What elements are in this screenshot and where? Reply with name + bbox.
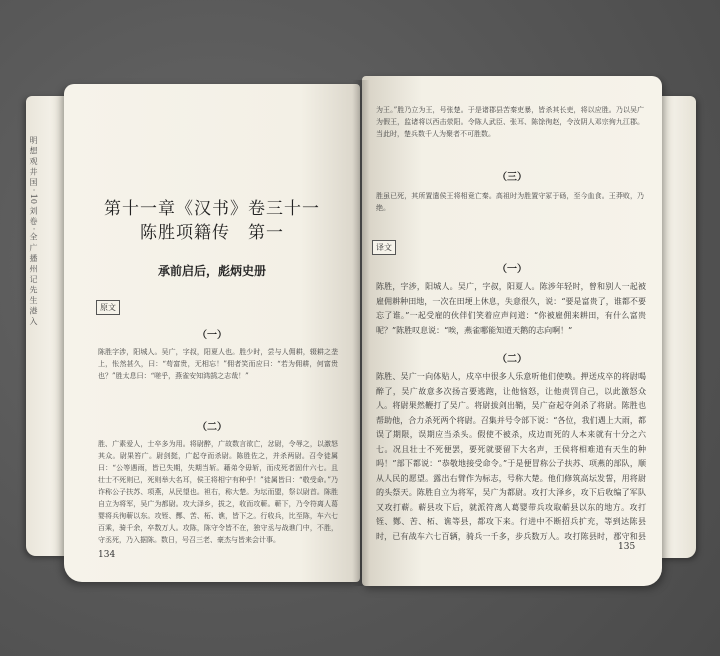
chapter-title: 第十一章《汉书》卷三十一 [104, 199, 320, 219]
section-number-2: （二） [197, 422, 227, 433]
original-text-tag: 原文 [96, 300, 120, 315]
paragraph-3: 胜虽已死，其所置遣侯王将相竟亡秦。高祖时为胜置守冢于砀，至今血食。王莽败，乃绝。 [376, 192, 644, 212]
spine-text: 明 想 观 井 国 · 10 刘 卷 · 全 广 播 州 记 先 生 港 入 [29, 136, 38, 326]
spine-gutter [352, 80, 370, 586]
section-number-1-translation: （一） [497, 264, 527, 275]
page-number-right: 135 [618, 542, 636, 552]
left-page [64, 84, 360, 582]
page-number-left: 134 [98, 550, 116, 560]
right-page [362, 76, 662, 586]
paragraph-1: 陈胜字涉，阳城人。吴广，字叔，阳夏人也。胜少时，尝与人佣耕，辍耕之垄上，怅然甚久，曰：“苟富贵，无相忘！”佣者笑而应曰：“若为佣耕，何富贵也？”胜太息曰：“嗟乎，燕雀安知鸿鹄之志哉！” [98, 348, 338, 380]
right-page-edge [660, 96, 696, 558]
paragraph-translation-2: 陈胜、吴广一向体贴人，戍卒中很多人乐意听他们使唤。押送戍卒的将尉喝醉了，吴广故意多次扬言要逃跑，让他恼怒，让他责罚自己，以此激怒众人。将尉果然鞭打了吴广。将尉拔剑出鞘，吴广奋起夺剑杀了将尉。陈胜也帮助他，合力杀死两个将尉。召集并号令部下说：“各位，我们遇上大雨，都误了期限，误期应当杀头。假使不被杀，戍边而死的人本来就有十分之六七。况且壮士不死便罢，要死就要留下大名声，王侯将相难道有天生的种吗！”部下都说：“恭敬地接受命令。”于是便冒称公子扶苏、项燕的部队，顺从人民的愿望。露出右臂作为标志，号称大楚。他们修筑高坛发誓，用将尉的头祭天。陈胜自立为将军，吴广为都尉。攻打大泽乡，攻下后收编了军队又攻打蕲。蕲县攻下后，就派符离人葛婴带兵攻取蕲县以东的地方。攻打铚、酂、苦、柘、谯等县，都攻下来。行进中不断招兵扩充，等到达陈县时，已有战车六七百辆，骑兵一千多，步兵数万人。攻打陈县时，郡守和县 [376, 372, 646, 541]
chapter-subtitle: 陈胜项籍传 第一 [140, 223, 284, 243]
section-heading: 承前启后，彪炳史册 [157, 264, 266, 278]
paragraph-2: 胜、广素爱人，士卒多为用。将尉醉，广故数言欲亡，忿尉，令辱之，以激怒其众。尉果笞广。尉剑挺，广起夺而杀尉。陈胜佐之，并杀两尉。召令徒属曰：“公等遇雨，皆已失期，失期当斩。藉弟令毋斩，而戍死者固什六七。且壮士不死则已，死则举大名耳，侯王将相宁有种乎！”徒属皆曰：“敬受命。”乃诈称公子扶苏、项燕，从民望也。袒右，称大楚。为坛而盟，祭以尉首。陈胜自立为将军，吴广为都尉。攻大泽乡，拔之，收而攻蕲。蕲下，乃令符离人葛婴将兵徇蕲以东。攻铚、酂、苦、柘、谯，皆下之。行收兵，比至陈，车六七百乘，骑千余，卒数万人。攻陈，陈守令皆不在，独守丞与战谯门中，不胜，守丞死，乃入据陈。数日，号召三老、豪杰与皆来会计事。 [98, 440, 338, 544]
section-number-1: （一） [197, 330, 227, 341]
left-page-edge [26, 96, 66, 556]
section-number-3: （三） [497, 172, 527, 183]
translation-tag: 译文 [372, 240, 396, 255]
paragraph-translation-1: 陈胜，字涉，阳城人。吴广，字叔，阳夏人。陈涉年轻时，曾和别人一起被雇佣耕种田地，一次在田埂上休息，失意很久，说：“要是富贵了，谁都不要忘了谁。”一起受雇的伙伴们笑着应声问道：“你被雇佣来耕田，有什么富贵呢？”陈胜叹息说：“唉，燕雀哪能知道天鹅的志向啊！” [376, 282, 646, 335]
section-number-2-translation: （二） [497, 354, 527, 365]
paragraph-top: 为王。”胜乃立为王，号张楚。于是诸郡县苦秦吏暴，皆杀其长吏，将以应胜。乃以吴广为假王，监诸将以西击荥阳。令陈人武臣、张耳、陈馀徇赵，令汝阴人邓宗徇九江郡。当此时，楚兵数千人为聚者不可胜数。 [376, 106, 644, 138]
